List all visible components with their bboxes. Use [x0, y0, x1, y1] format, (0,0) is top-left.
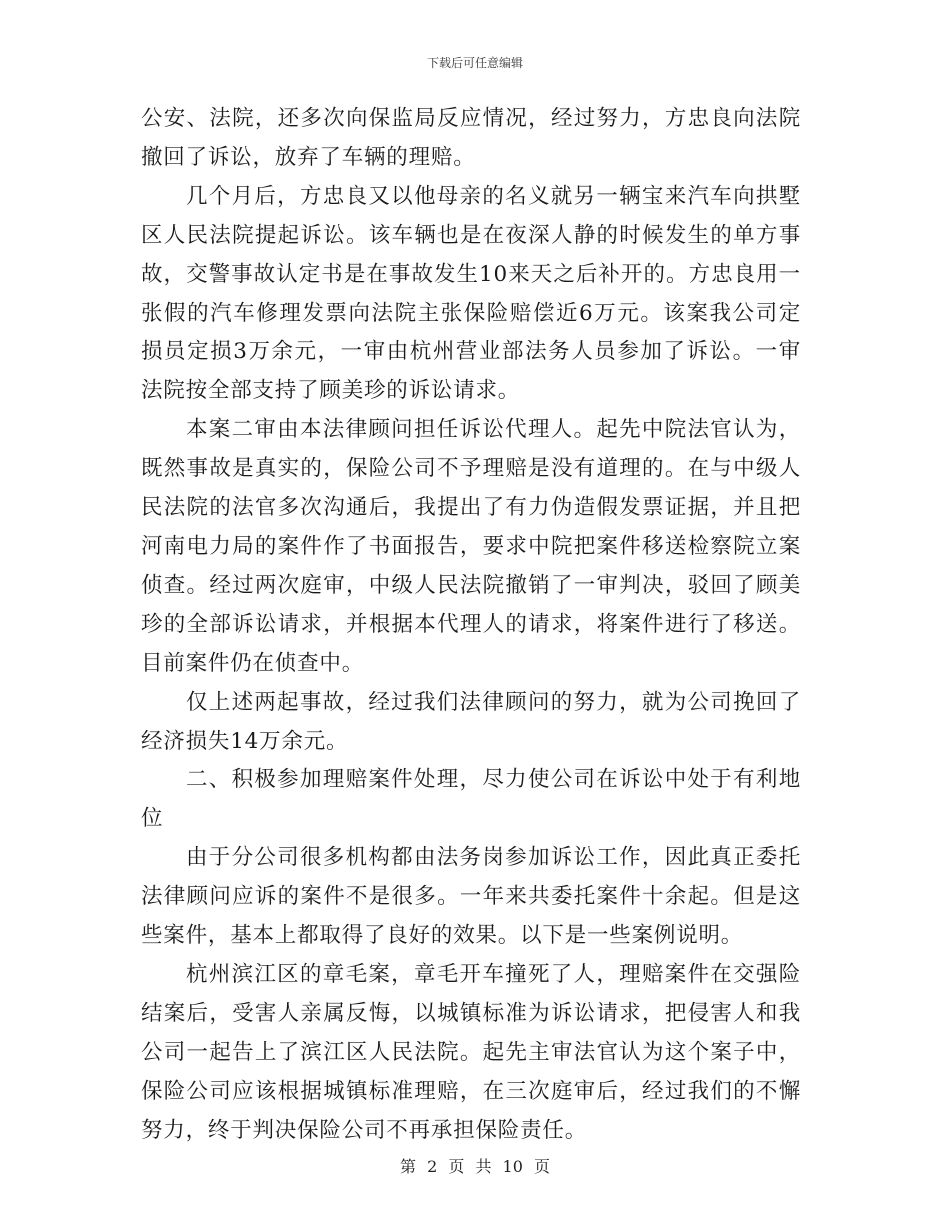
paragraph-5: 由于分公司很多机构都由法务岗参加诉讼工作，因此真正委托法律顾问应诉的案件不是很多。一年来共委托案件十余起。但是这些案件，基本上都取得了良好的效果。以下是一些案例说明。 [141, 845, 801, 949]
paragraph-3: 本案二审由本法律顾问担任诉讼代理人。起先中院法官认为，既然事故是真实的，保险公司不予理赔是没有道理的。在与中级人民法院的法官多次沟通后，我提出了有力伪造假发票证据，并且把河南电力局的案件作了书面报告，要求中院把案件移送检察院立案侦查。经过两次庭审，中级人民法院撤销了一审判决，驳回了顾美珍的全部诉讼请求，并根据本代理人的请求，将案件进行了移送。目前案件仍在侦查中。 [141, 417, 801, 676]
paragraph-4: 仅上述两起事故，经过我们法律顾问的努力，就为公司挽回了经济损失14万余元。 [141, 689, 801, 754]
paragraph-2: 几个月后，方忠良又以他母亲的名义就另一辆宝来汽车向拱墅区人民法院提起诉讼。该车辆也是在夜深人静的时候发生的单方事故，交警事故认定书是在事故发生10来天之后补开的。方忠良用一张假的汽车修理发票向法院主张保险赔偿近6万元。该案我公司定损员定损3万余元，一审由杭州营业部法务人员参加了诉讼。一审法院按全部支持了顾美珍的诉讼请求。 [141, 183, 801, 404]
document-body [141, 100, 801, 1150]
section-heading: 二、积极参加理赔案件处理，尽力使公司在诉讼中处于有利地位 [141, 767, 801, 832]
page-number: 第 2 页 共 10 页 [400, 1157, 550, 1176]
page-header-note: 下载后可任意编辑 [426, 56, 523, 70]
paragraph-6: 杭州滨江区的章毛案，章毛开车撞死了人，理赔案件在交强险结案后，受害人亲属反悔，以城镇标准为诉讼请求，把侵害人和我公司一起告上了滨江区人民法院。起先主审法官认为这个案子中，保险公司应该根据城镇标准理赔，在三次庭审后，经过我们的不懈努力，终于判决保险公司不再承担保险责任。 [141, 961, 801, 1143]
paragraph-1: 公安、法院，还多次向保监局反应情况，经过努力，方忠良向法院撤回了诉讼，放弃了车辆的理赔。 [141, 106, 801, 170]
